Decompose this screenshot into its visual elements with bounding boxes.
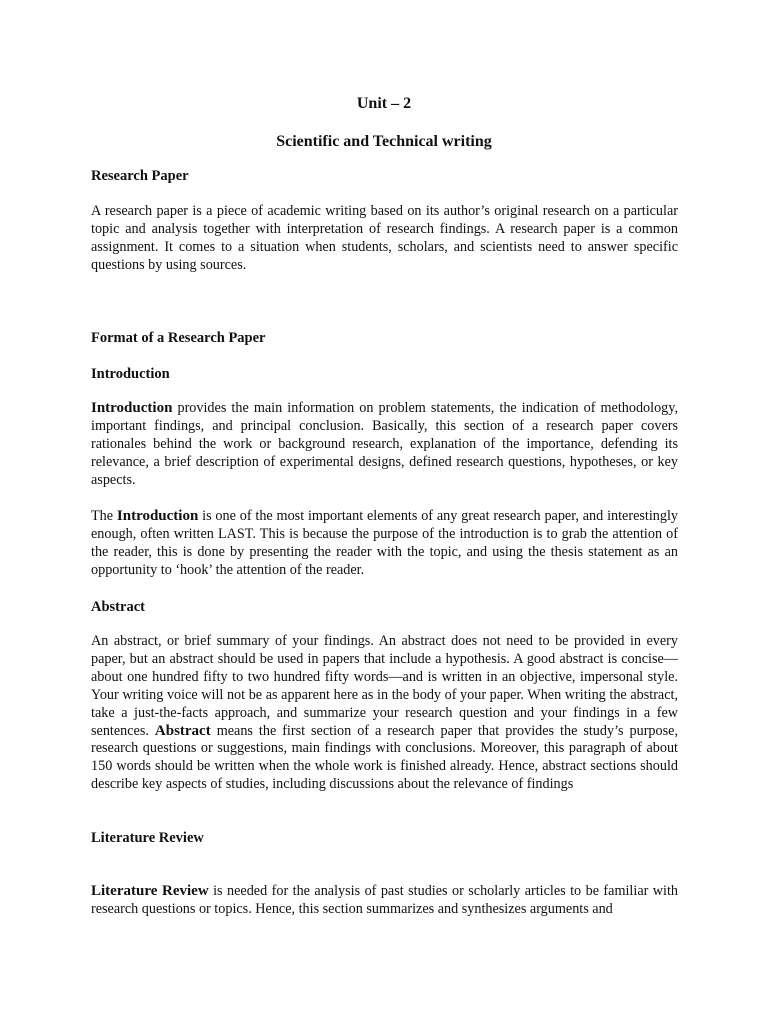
section-heading-abstract: Abstract	[91, 599, 145, 615]
section-heading-introduction: Introduction	[91, 366, 170, 382]
unit-heading: Unit – 2	[356, 95, 412, 112]
paragraph-text: An abstract, or brief summary of your findings. An abstract does not need to be provided in every paper, but an abstract should be used in papers that include a hypothesis. A good abstract is concise—about one hundred fifty to two hundred fifty words—and is written in an objective, impersonal style. Your writing voice will not be as apparent here as in the body of your paper. When writing the abstract, take a just-the-facts approach, and summarize your research question and your findings in a few sentences.	[91, 633, 678, 739]
bold-term: Introduction	[91, 400, 173, 416]
paragraph-text: provides the main information on problem statements, the indication of methodology, important findings, and principal conclusion. Basically, this section of a research paper covers rationales behind the work or background research, explanation of the importance, defending its relevance, a brief description of experimental designs, defined research questions, hypotheses, or key aspects.	[91, 400, 678, 488]
bold-term: Introduction	[116, 508, 199, 524]
section-heading-format: Format of a Research Paper	[91, 330, 266, 346]
paragraph-literature-review	[91, 883, 678, 919]
page-title: Scientific and Technical writing	[276, 133, 492, 150]
paragraph-text: The	[91, 508, 117, 524]
paragraph-introduction-1	[91, 400, 678, 490]
bold-term: Literature Review	[91, 883, 209, 899]
section-heading-research-paper: Research Paper	[91, 168, 189, 184]
paragraph-research-paper: A research paper is a piece of academic writing based on its author’s original research on a particular topic and analysis together with interpretation of research findings. A research paper is a common assignment. It comes to a situation when students, scholars, and scientists need to answer specific questions by using sources.	[91, 203, 678, 273]
paragraph-text: is one of the most important elements of any great research paper, and interestingly enough, often written LAST. This is because the purpose of the introduction is to grab the attention of the reader, this is done by presenting the reader with the topic, and using the thesis statement as an opportunity to ‘hook’ the attention of the reader.	[91, 508, 678, 578]
paragraph-text: is needed for the analysis of past studies or scholarly articles to be familiar with research questions or topics. Hence, this section summarizes and synthesizes arguments and	[91, 883, 679, 917]
bold-term: Abstract	[154, 722, 211, 739]
paragraph-abstract	[91, 633, 678, 794]
section-heading-literature-review: Literature Review	[91, 830, 204, 846]
paragraph-introduction-2	[91, 508, 678, 580]
paragraph-text: means the first section of a research paper that provides the study’s purpose, research questions or suggestions, main findings with conclusions. Moreover, this paragraph of about 150 words should be written when the whole work is finished already. Hence, abstract sections should describe key aspects of studies, including discussions about the relevance of findings	[91, 722, 678, 793]
